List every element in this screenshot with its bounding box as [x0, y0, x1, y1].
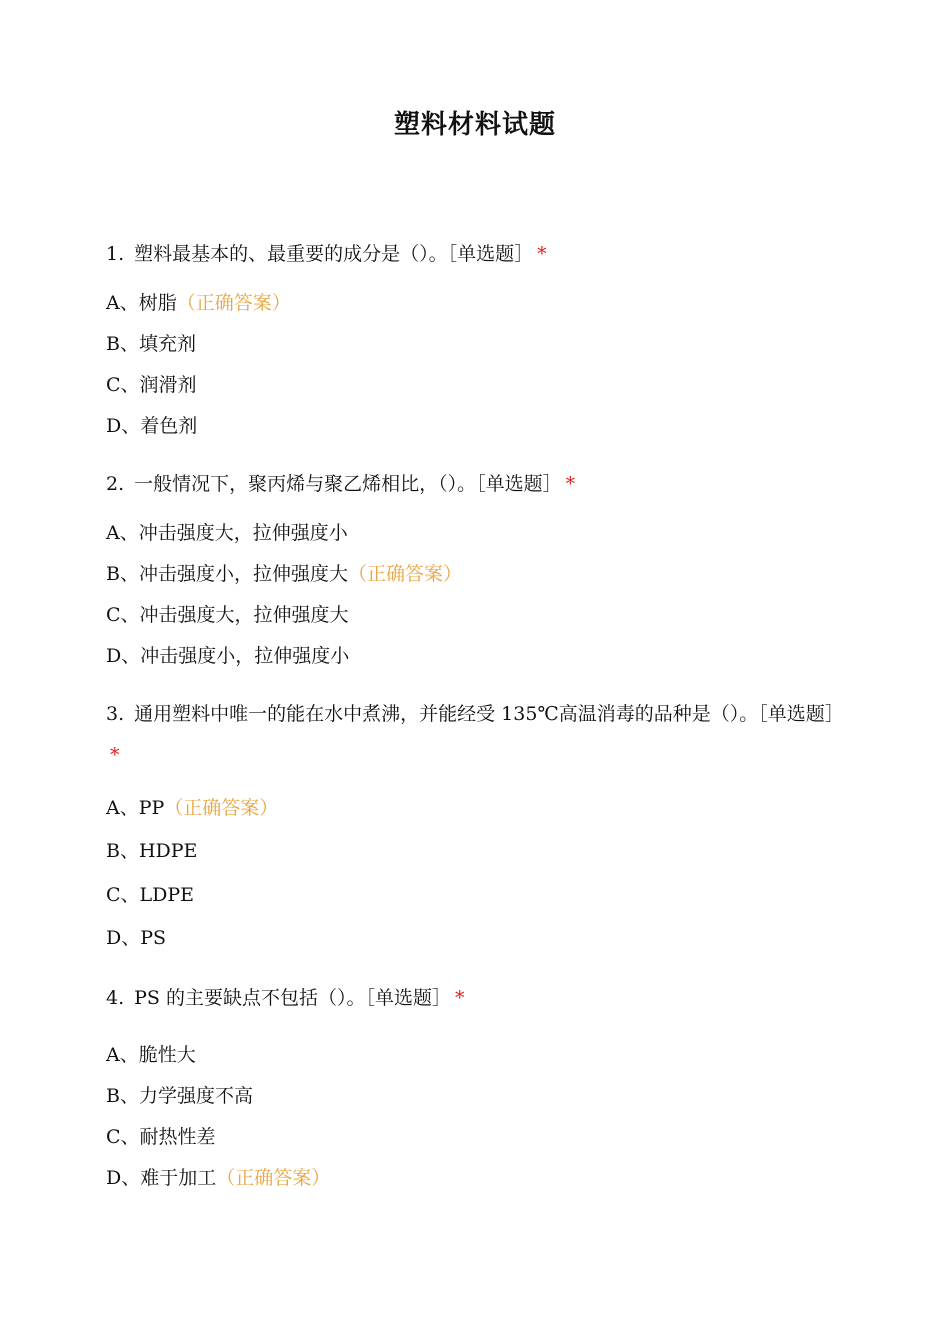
- option-3b: [106, 836, 197, 866]
- option-label: A、PP: [106, 797, 165, 819]
- option-1d: [106, 411, 197, 441]
- option-label: C、LDPE: [106, 884, 195, 906]
- question-number: 1.: [106, 243, 125, 265]
- required-asterisk: *: [565, 473, 576, 495]
- question-2: [106, 464, 846, 505]
- option-3c: [106, 880, 194, 910]
- option-label: A、冲击强度大，拉伸强度小: [106, 522, 348, 544]
- option-1a: [106, 288, 291, 318]
- option-label: B、冲击强度小，拉伸强度大: [106, 563, 348, 585]
- option-label: D、冲击强度小，拉伸强度小: [106, 645, 350, 667]
- option-2b: [106, 559, 462, 589]
- option-3a: [106, 793, 278, 823]
- option-label: D、PS: [106, 927, 167, 949]
- question-number: 4.: [106, 987, 125, 1009]
- option-3d: [106, 923, 166, 953]
- option-label: C、耐热性差: [106, 1126, 216, 1148]
- required-asterisk: *: [110, 744, 120, 766]
- option-1b: [106, 329, 196, 359]
- option-label: D、着色剂: [106, 415, 198, 437]
- option-2d: [106, 641, 349, 671]
- page-title: 塑料材料试题: [393, 110, 556, 140]
- option-4b: [106, 1081, 253, 1111]
- question-text: 塑料最基本的、最重要的成分是（）。［单选题］: [134, 243, 534, 265]
- option-4a: [106, 1040, 196, 1070]
- option-2c: [106, 600, 349, 630]
- option-4c: [106, 1122, 216, 1152]
- option-label: A、脆性大: [106, 1044, 196, 1066]
- correct-answer-mark: （正确答案）: [176, 292, 291, 314]
- option-label: B、HDPE: [106, 840, 198, 862]
- question-1: [106, 234, 846, 275]
- question-3: [106, 694, 846, 776]
- option-label: B、力学强度不高: [106, 1085, 253, 1107]
- option-label: D、难于加工: [106, 1167, 217, 1189]
- correct-answer-mark: （正确答案）: [216, 1167, 331, 1189]
- question-text: PS 的主要缺点不包括（）。［单选题］: [134, 987, 451, 1009]
- required-asterisk: *: [454, 987, 465, 1009]
- required-asterisk: *: [537, 243, 547, 265]
- option-4d: [106, 1163, 330, 1193]
- question-number: 3.: [106, 703, 125, 725]
- option-label: A、树脂: [106, 292, 177, 314]
- option-label: C、润滑剂: [106, 374, 197, 396]
- option-label: C、冲击强度大，拉伸强度大: [106, 604, 349, 626]
- option-1c: [106, 370, 197, 400]
- question-text: 一般情况下，聚丙烯与聚乙烯相比，（）。［单选题］: [134, 473, 562, 495]
- question-4: [106, 978, 846, 1019]
- correct-answer-mark: （正确答案）: [347, 563, 462, 585]
- option-2a: [106, 518, 348, 548]
- question-number: 2.: [106, 473, 125, 495]
- correct-answer-mark: （正确答案）: [164, 797, 279, 819]
- option-label: B、填充剂: [106, 333, 196, 355]
- question-text: 通用塑料中唯一的能在水中煮沸，并能经受 135℃高温消毒的品种是（）。［单选题］: [134, 703, 844, 725]
